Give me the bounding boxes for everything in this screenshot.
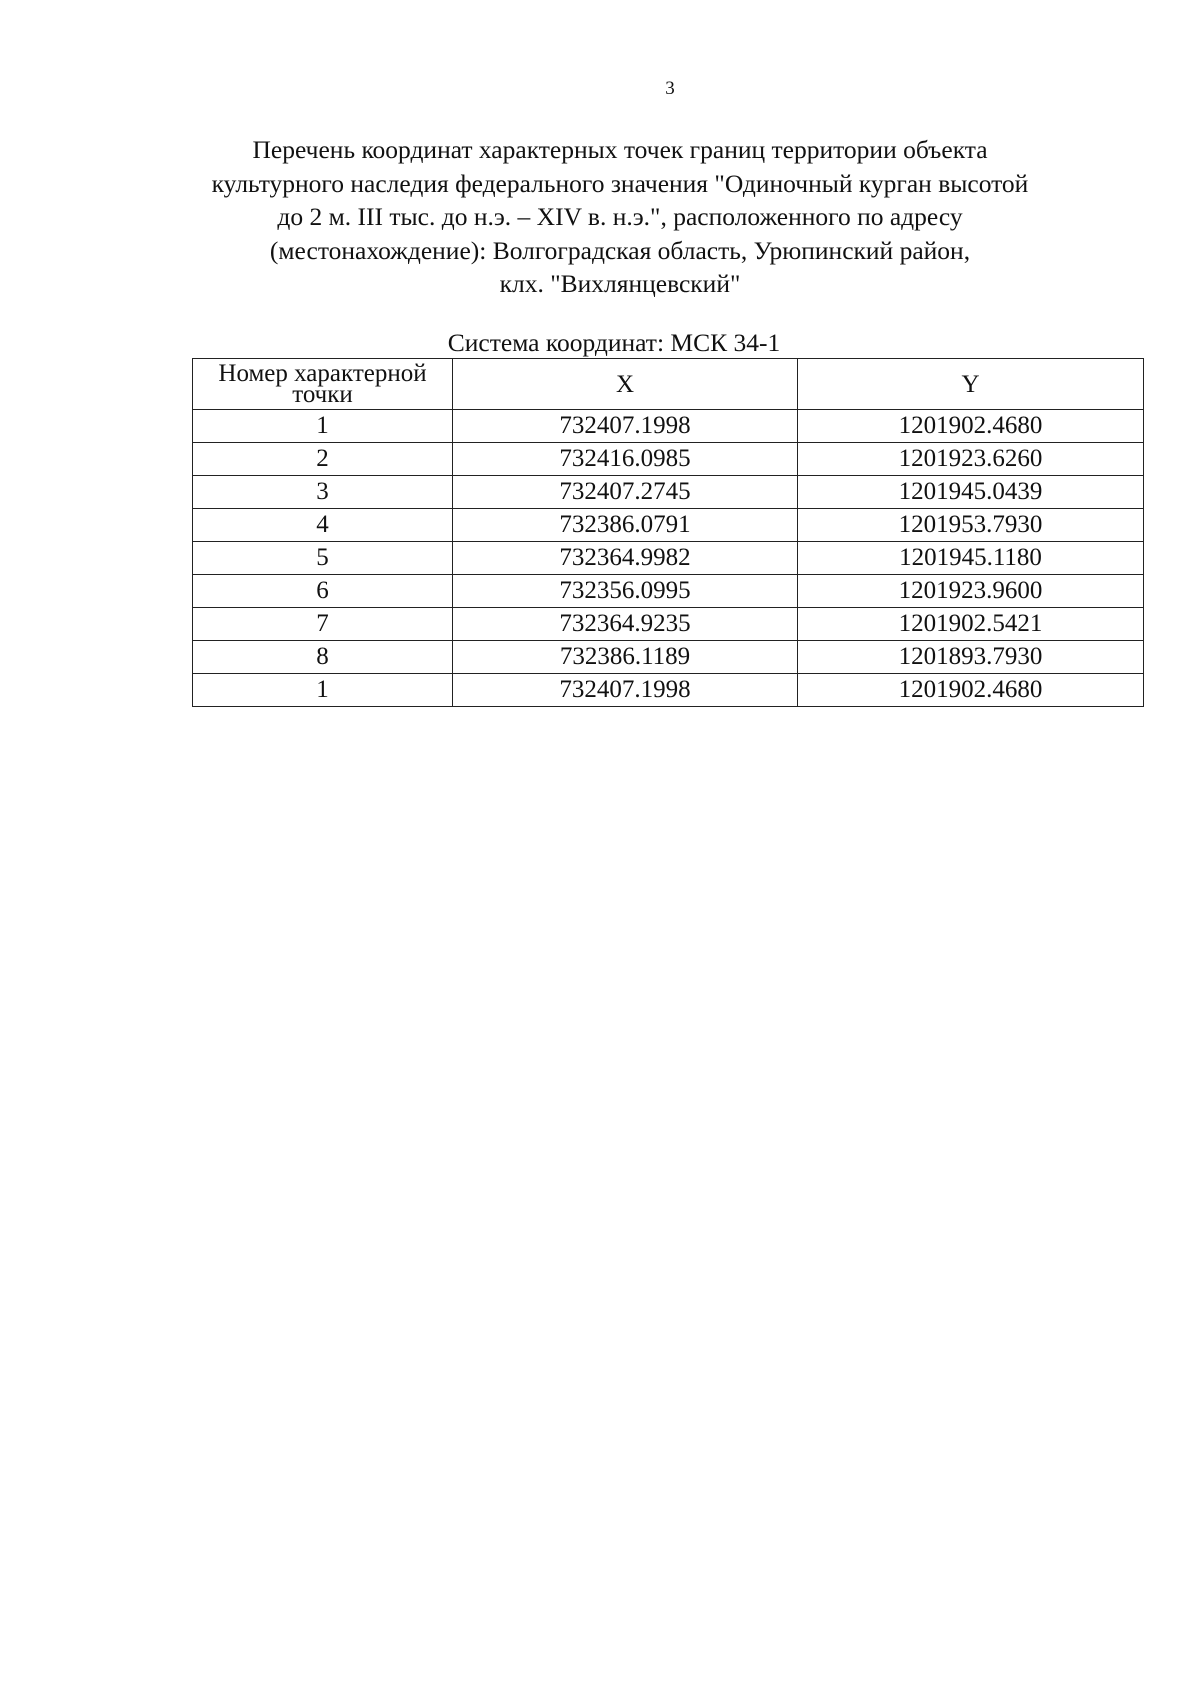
point-number-cell: 8 <box>193 641 453 674</box>
x-cell: 732364.9982 <box>453 542 798 575</box>
document-title <box>190 133 1050 301</box>
y-cell: 1201902.4680 <box>798 410 1144 443</box>
point-number-cell: 6 <box>193 575 453 608</box>
y-cell: 1201945.0439 <box>798 476 1144 509</box>
y-cell: 1201953.7930 <box>798 509 1144 542</box>
table-row <box>193 410 1144 443</box>
x-cell: 732407.1998 <box>453 410 798 443</box>
x-cell: 732407.1998 <box>453 674 798 707</box>
table-row <box>193 542 1144 575</box>
coordinates-table <box>192 358 1144 707</box>
x-cell: 732407.2745 <box>453 476 798 509</box>
header-y: Y <box>798 359 1144 410</box>
x-cell: 732386.1189 <box>453 641 798 674</box>
table-row <box>193 443 1144 476</box>
point-number-cell: 1 <box>193 410 453 443</box>
table-row <box>193 575 1144 608</box>
y-cell: 1201923.6260 <box>798 443 1144 476</box>
table-row <box>193 476 1144 509</box>
point-number-cell: 3 <box>193 476 453 509</box>
y-cell: 1201893.7930 <box>798 641 1144 674</box>
table-row <box>193 641 1144 674</box>
point-number-cell: 5 <box>193 542 453 575</box>
title-line: клх. "Вихлянцевский" <box>499 269 741 298</box>
title-line: Перечень координат характерных точек границ территории объекта <box>252 135 988 164</box>
x-cell: 732364.9235 <box>453 608 798 641</box>
point-number-cell: 4 <box>193 509 453 542</box>
y-cell: 1201945.1180 <box>798 542 1144 575</box>
point-number-cell: 2 <box>193 443 453 476</box>
title-line: культурного наследия федерального значения "Одиночный курган высотой <box>211 168 1029 198</box>
x-cell: 732356.0995 <box>453 575 798 608</box>
point-number-cell: 1 <box>193 674 453 707</box>
point-number-cell: 7 <box>193 608 453 641</box>
table-row <box>193 509 1144 542</box>
header-x: X <box>453 359 798 410</box>
title-line: (местонахождение): Волгоградская область, Урюпинский район, <box>269 235 971 265</box>
y-cell: 1201923.9600 <box>798 575 1144 608</box>
x-cell: 732416.0985 <box>453 443 798 476</box>
table-row <box>193 674 1144 707</box>
y-cell: 1201902.4680 <box>798 674 1144 707</box>
y-cell: 1201902.5421 <box>798 608 1144 641</box>
table-header-row <box>193 359 1144 410</box>
x-cell: 732386.0791 <box>453 509 798 542</box>
coordinate-system-label: Система координат: МСК 34-1 <box>447 328 781 357</box>
header-point-number: Номер характерной точки <box>193 359 453 410</box>
title-line: до 2 м. III тыс. до н.э. – XIV в. н.э.", расположенного по адресу <box>277 202 963 231</box>
table-row <box>193 608 1144 641</box>
page-number: 3 <box>665 78 675 99</box>
